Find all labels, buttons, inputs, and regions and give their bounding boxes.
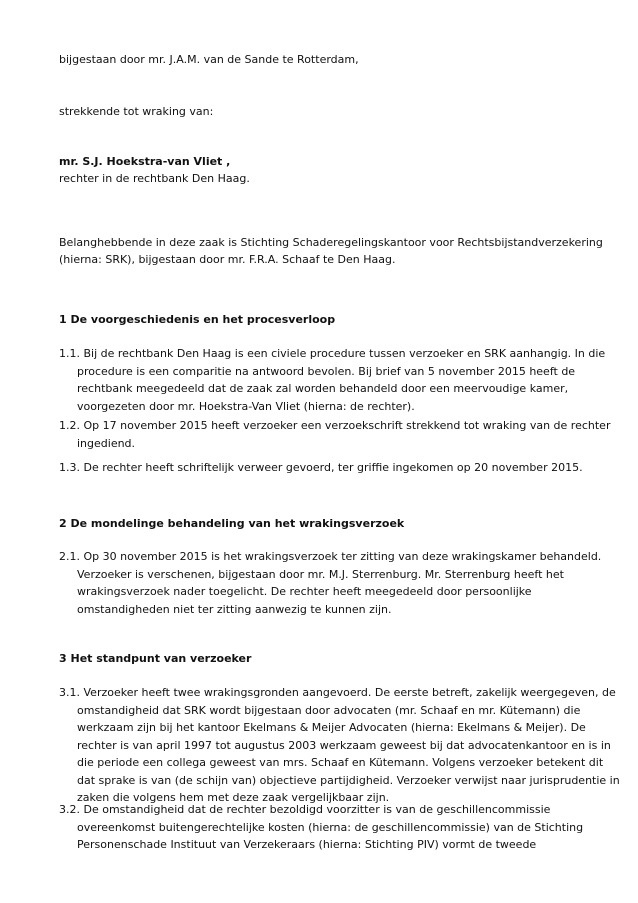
paragraph-1-2: 1.2. Op 17 november 2015 heeft verzoeker een verzoekschrift strekkend tot wraking van de rechter ingediend.	[59, 419, 611, 450]
paragraph-1-3: 1.3. De rechter heeft schriftelijk verweer gevoerd, ter griffie ingekomen op 20 november 2015.	[59, 459, 579, 477]
paragraph-number: 1.1.	[59, 347, 80, 360]
judge-role: rechter in de rechtbank Den Haag.	[59, 172, 250, 185]
section-heading-2: 2 De mondelinge behandeling van het wrakingsverzoek	[59, 517, 405, 530]
paragraph-number: 3.2.	[59, 803, 80, 816]
intro-purpose: strekkende tot wraking van:	[59, 105, 214, 118]
intro-assisted: bijgestaan door mr. J.A.M. van de Sande te Rotterdam,	[59, 53, 359, 66]
judge-name: mr. S.J. Hoekstra-van Vliet ,	[59, 155, 231, 168]
paragraph-1-1: 1.1. Bij de rechtbank Den Haag is een civiele procedure tussen verzoeker en SRK aanhangig. In die procedure is een comparitie na antwoord bevolen. Bij brief van 5 november 2015 heeft de rechtbank meegedeeld dat de zaak zal worden behandeld door een meervoudige kamer, voorgezeten door mr. Hoekstra-Van Vliet (hierna: de rechter).	[59, 347, 606, 413]
paragraph-3-2: 3.2. De omstandigheid dat de rechter bezoldigd voorzitter is van de geschillencommissie overeenkomst buitengerechtelijke kosten (hierna: de geschillencommissie) van de Stichting Personenschade Instituut van Verzekeraars (hierna: Stichting PIV) vormt de tweede	[59, 803, 584, 851]
paragraph-number: 1.2.	[59, 419, 80, 432]
section-heading-1: 1 De voorgeschiedenis en het procesverloop	[59, 313, 336, 326]
section-heading-3: 3 Het standpunt van verzoeker	[59, 652, 252, 665]
interested-party-line-1: Belanghebbende in deze zaak is Stichting Schaderegelingskantoor voor Rechtsbijstandverzekering	[59, 236, 603, 249]
paragraph-number: 2.1.	[59, 550, 80, 563]
paragraph-number: 3.1.	[59, 686, 80, 699]
interested-party-line-2: (hierna: SRK), bijgestaan door mr. F.R.A. Schaaf te Den Haag.	[59, 253, 396, 266]
paragraph-number: 1.3.	[59, 461, 80, 474]
paragraph-3-1: 3.1. Verzoeker heeft twee wrakingsgronden aangevoerd. De eerste betreft, zakelijk weergegeven, de omstandigheid dat SRK wordt bijgestaan door advocaten (mr. Schaaf en mr. Kütemann) die werkzaam zijn bij het kantoor Ekelmans & Meijer Advocaten (hierna: Ekelmans & Meijer). De rechter is van april 1997 tot augustus 2003 werkzaam geweest bij dat advocatenkantoor en is in die periode een collega geweest van mrs. Schaaf en Kütemann. Volgens verzoeker betekent dit dat sprake is van (de schijn van) objectieve partijdigheid. Verzoeker verwijst naar jurisprudentie in zaken die volgens hem met deze zaak vergelijkbaar zijn.	[59, 686, 620, 804]
paragraph-2-1: 2.1. Op 30 november 2015 is het wrakingsverzoek ter zitting van deze wrakingskamer behandeld. Verzoeker is verschenen, bijgestaan door mr. M.J. Sterrenburg. Mr. Sterrenburg heeft het wrakingsverzoek nader toegelicht. De rechter heeft meegedeeld door persoonlijke omstandigheden niet ter zitting aanwezig te kunnen zijn.	[59, 550, 602, 616]
